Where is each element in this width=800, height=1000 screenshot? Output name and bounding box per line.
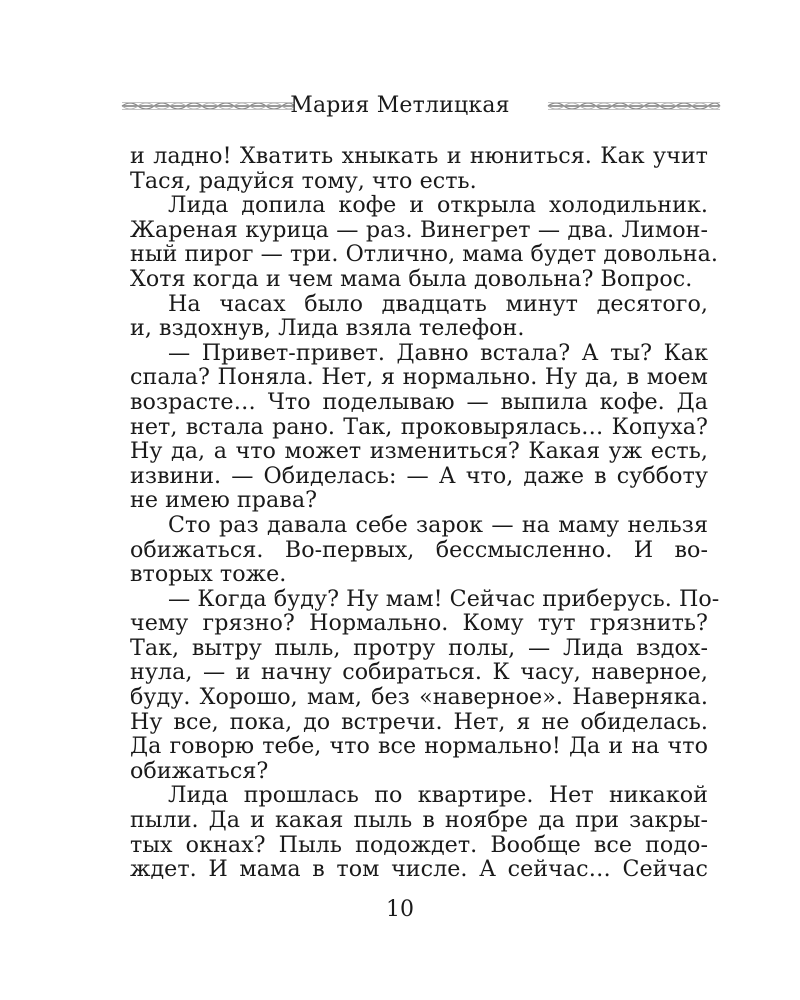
text-line: нула, — и начну собираться. К часу, наверное, <box>130 659 708 686</box>
text-line: — Когда буду? Ну мам! Сейчас приберусь. По- <box>168 585 720 612</box>
text-line: пыли. Да и какая пыль в ноябре да при закры- <box>130 807 708 834</box>
text-line: спала? Поняла. Нет, я нормально. Ну да, в моем <box>130 364 708 391</box>
text-line: ждет. И мама в том числе. А сейчас… Сейчас <box>130 856 708 883</box>
header-title: Мария Метлицкая <box>290 93 510 118</box>
running-header <box>0 86 800 126</box>
text-line: — Привет-привет. Давно встала? А ты? Как <box>168 339 708 366</box>
text-line: Ну все, пока, до встречи. Нет, я не обиделась. <box>130 708 708 735</box>
text-line: Тася, радуйся тому, что есть. <box>130 167 477 194</box>
text-line: буду. Хорошо, мам, без «наверное». Наверняка. <box>130 684 708 711</box>
text-line: Ну да, а что может измениться? Какая уж есть, <box>130 438 708 465</box>
text-line: На часах было двадцать минут десятого, <box>168 290 708 317</box>
text-line: Лида прошлась по квартире. Нет никакой <box>168 782 708 809</box>
text-line: Лида допила кофе и открыла холодильник. <box>168 192 708 219</box>
page-number: 10 <box>386 897 414 922</box>
text-line: Жареная курица — раз. Винегрет — два. Лимон- <box>130 216 708 243</box>
text-line: и ладно! Хватить хныкать и нюниться. Как учит <box>130 143 708 169</box>
text-line: возрасте… Что поделываю — выпила кофе. Да <box>130 388 708 415</box>
text-line: обижаться? <box>130 757 269 784</box>
text-line: ный пирог — три. Отлично, мама будет довольна. <box>130 241 718 268</box>
text-line: чему грязно? Нормально. Кому тут грязнить? <box>130 610 708 637</box>
right-ornament-icon <box>546 99 722 113</box>
body-text <box>130 143 720 883</box>
text-line: вторых тоже. <box>130 561 287 588</box>
text-line: Хотя когда и чем мама была довольна? Вопрос. <box>130 265 693 292</box>
text-line: тых окнах? Пыль подождет. Вообще все подо- <box>130 831 708 858</box>
text-line: и, вздохнув, Лида взяла телефон. <box>130 315 525 342</box>
text-line: Сто раз давала себе зарок — на маму нельзя <box>168 511 708 538</box>
text-line: Да говорю тебе, что все нормально! Да и на что <box>130 733 708 760</box>
text-line: Так, вытру пыль, протру полы, — Лида вздох- <box>130 634 708 661</box>
text-line: не имею права? <box>130 487 318 514</box>
text-line: нет, встала рано. Так, проковырялась… Копуха? <box>130 413 708 440</box>
text-line: обижаться. Во-первых, бессмысленно. И во- <box>130 536 708 563</box>
text-line: извини. — Обиделась: — А что, даже в субботу <box>130 462 708 489</box>
